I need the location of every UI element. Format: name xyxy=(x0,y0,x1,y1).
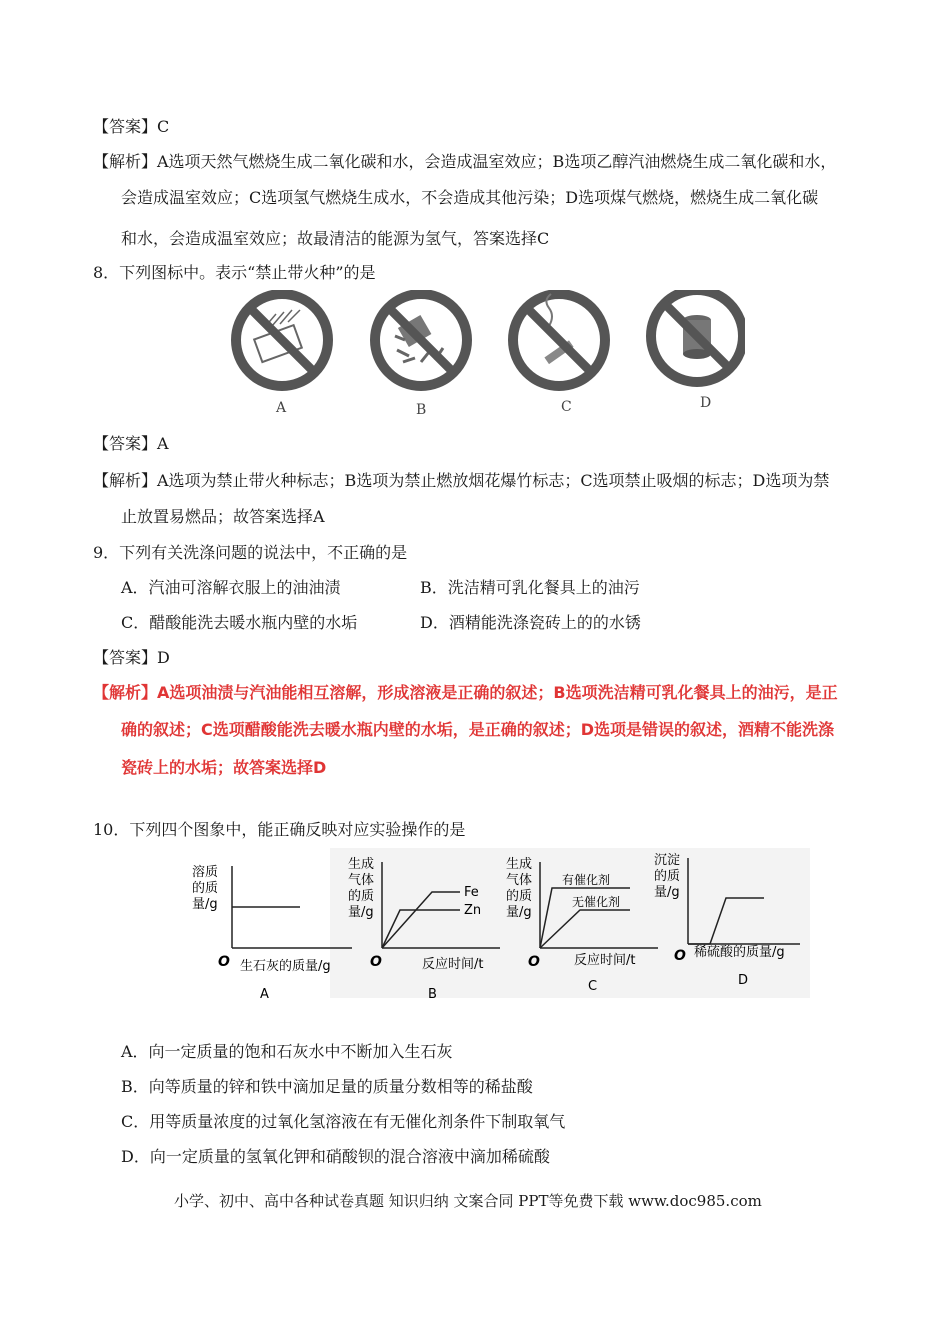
svg-text:气体: 气体 xyxy=(506,873,533,888)
q7-analysis-line3: 和水，会造成温室效应；故最清洁的能源为氢气，答案选择C xyxy=(121,229,550,248)
q8-analysis-line1: 【解析】A选项为禁止带火种标志；B选项为禁止燃放烟花爆竹标志；C选项禁止吸烟的标志；D选项为禁 xyxy=(93,471,830,490)
q10-graphs xyxy=(170,848,810,1008)
graph-c-xlabel: 反应时间/t xyxy=(574,953,636,968)
q7-analysis-line2: 会造成温室效应；C选项氢气燃烧生成水，不会造成其他污染；D选项煤气燃烧，燃烧生成二氧化碳 xyxy=(121,188,819,207)
q8-question: 8．下列图标中。表示“禁止带火种”的是 xyxy=(93,263,376,282)
q9-option-b: B．洗洁精可乳化餐具上的油污 xyxy=(420,578,640,597)
graph-b-series-fe: Fe xyxy=(464,885,479,900)
q7-analysis-line1: 【解析】A选项天然气燃烧生成二氧化碳和水，会造成温室效应；B选项乙醇汽油燃烧生成二氧化碳和水， xyxy=(93,152,837,171)
svg-text:的质: 的质 xyxy=(506,889,533,904)
svg-text:量/g: 量/g xyxy=(348,905,374,920)
graph-a-ylabel-1: 溶质 xyxy=(192,865,219,880)
sign-a-label: A xyxy=(276,400,287,416)
q8-sign-images xyxy=(225,290,745,420)
q10-option-d: D．向一定质量的氢氧化钾和硝酸钡的混合溶液中滴加稀硫酸 xyxy=(121,1147,550,1166)
svg-text:O: O xyxy=(674,948,686,964)
svg-text:沉淀: 沉淀 xyxy=(654,853,681,868)
q8-answer: 【答案】A xyxy=(93,434,169,453)
page-footer: 小学、初中、高中各种试卷真题 知识归纳 文案合同 PPT等免费下载 www.doc985.com xyxy=(174,1192,762,1210)
q9-option-d: D．酒精能洗涤瓷砖上的的水锈 xyxy=(420,613,641,632)
graph-a-caption: A xyxy=(260,987,269,1002)
svg-text:生成: 生成 xyxy=(506,857,533,872)
svg-text:量/g: 量/g xyxy=(654,885,680,900)
q9-question: 9．下列有关洗涤问题的说法中，不正确的是 xyxy=(93,543,408,562)
graph-d-caption: D xyxy=(738,973,749,988)
graph-a xyxy=(192,864,352,1002)
graph-b-caption: B xyxy=(428,987,437,1002)
sign-d-label: D xyxy=(700,395,712,411)
sign-c-label: C xyxy=(561,399,572,415)
svg-text:O: O xyxy=(370,954,382,970)
sign-a-no-fire-source-icon xyxy=(236,294,328,386)
svg-text:的质: 的质 xyxy=(348,889,375,904)
q9-answer: 【答案】D xyxy=(93,648,170,667)
graph-c-series-no-catalyst: 无催化剂 xyxy=(572,895,621,909)
sign-c-no-smoking-icon xyxy=(513,294,605,386)
graph-c-series-catalyst: 有催化剂 xyxy=(562,873,611,887)
svg-text:量/g: 量/g xyxy=(506,905,532,920)
svg-text:O: O xyxy=(528,954,540,970)
q10-option-c: C．用等质量浓度的过氧化氢溶液在有无催化剂条件下制取氧气 xyxy=(121,1112,566,1131)
q9-analysis-line3: 瓷砖上的水垢；故答案选择D xyxy=(121,758,327,777)
q9-analysis-line1: 【解析】A选项油渍与汽油能相互溶解，形成溶液是正确的叙述；B选项洗洁精可乳化餐具上的油污，是正 xyxy=(93,683,838,702)
svg-text:生成: 生成 xyxy=(348,857,375,872)
q8-analysis-line2: 止放置易燃品；故答案选择A xyxy=(121,507,325,526)
graph-c-caption: C xyxy=(588,979,598,994)
q10-option-b: B．向等质量的锌和铁中滴加足量的质量分数相等的稀盐酸 xyxy=(121,1077,533,1096)
graph-b-series-zn: Zn xyxy=(464,903,482,918)
sign-b-no-fireworks-icon xyxy=(375,294,467,386)
graph-a-xlabel: 生石灰的质量/g xyxy=(240,959,331,974)
q9-option-c: C．醋酸能洗去暖水瓶内壁的水垢 xyxy=(121,613,358,632)
sign-d-no-flammables-icon xyxy=(651,290,743,382)
q10-question: 10．下列四个图象中，能正确反映对应实验操作的是 xyxy=(93,820,466,839)
q7-answer: 【答案】C xyxy=(93,117,170,136)
sign-b-label: B xyxy=(416,402,427,418)
graph-a-origin: O xyxy=(218,954,230,970)
graph-d-xlabel: 稀硫酸的质量/g xyxy=(694,945,785,960)
q10-option-a: A．向一定质量的饱和石灰水中不断加入生石灰 xyxy=(121,1042,453,1061)
svg-text:气体: 气体 xyxy=(348,873,375,888)
graph-a-ylabel-2: 的质 xyxy=(192,881,219,896)
graph-b-xlabel: 反应时间/t xyxy=(422,957,484,972)
svg-text:的质: 的质 xyxy=(654,869,681,884)
graph-a-ylabel-3: 量/g xyxy=(192,897,218,912)
q9-option-a: A．汽油可溶解衣服上的油油渍 xyxy=(121,578,341,597)
q9-analysis-line2: 确的叙述；C选项醋酸能洗去暖水瓶内壁的水垢，是正确的叙述；D选项是错误的叙述，酒精不能洗涤 xyxy=(121,720,835,739)
